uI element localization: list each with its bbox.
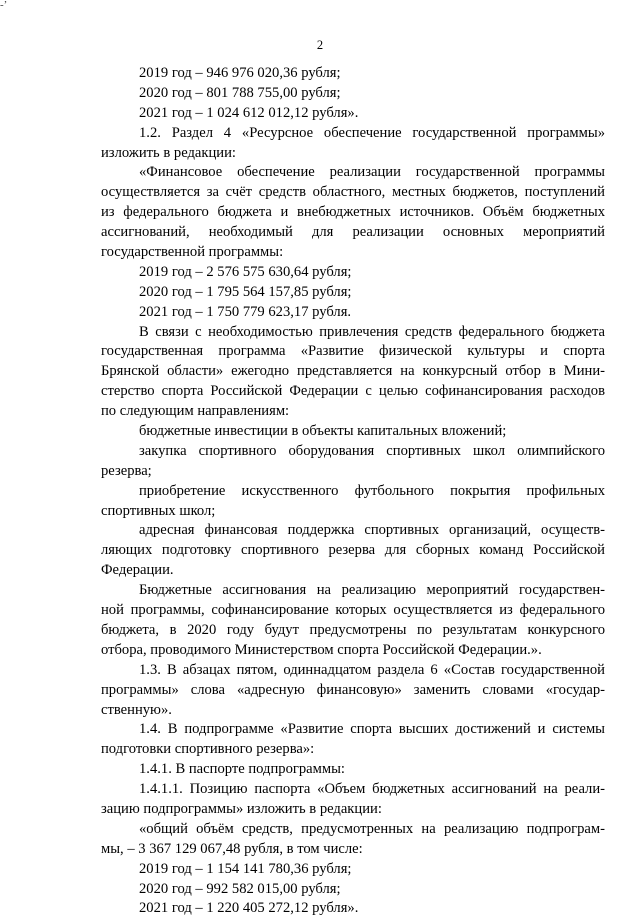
- text-line: адресная финансовая поддержка спортивных организаций, осуществ-: [139, 522, 605, 539]
- text-line: государственная программа «Развитие физической культуры и спорта: [101, 343, 605, 360]
- text-line: 1.3. В абзацах пятом, одиннадцатом раздела 6 «Состав государственной: [139, 661, 605, 678]
- text-line: ственную».: [101, 701, 172, 718]
- text-line: 2019 год – 1 154 141 780,36 рубля;: [139, 860, 352, 877]
- text-line: 1.4. В подпрограмме «Развитие спорта высших достижений и системы: [139, 721, 605, 738]
- text-line: резерва;: [101, 462, 152, 479]
- text-line: из федерального бюджета и внебюджетных источников. Объём бюджетных: [101, 204, 605, 221]
- text-line: зацию подпрограммы» изложить в редакции:: [101, 800, 382, 817]
- text-line: 2021 год – 1 750 779 623,17 рубля.: [139, 303, 352, 320]
- text-line: стерство спорта Российской Федерации с целью софинансирования расходов: [101, 383, 605, 400]
- corner-mark: -’: [0, 0, 8, 11]
- text-line: 1.2. Раздел 4 «Ресурсное обеспечение государственной программы»: [139, 124, 605, 141]
- text-line: Федерации.: [101, 562, 174, 579]
- text-line: осуществляется за счёт средств областного, местных бюджетов, поступлений: [101, 184, 605, 201]
- text-line: закупка спортивного оборудования спортивных школ олимпийского: [139, 442, 605, 459]
- text-line: ной программы, софинансирование которых осуществляется из федерального: [101, 602, 605, 619]
- text-line: «Финансовое обеспечение реализации государственной программы: [139, 164, 605, 181]
- text-line: 2020 год – 801 788 755,00 рубля;: [139, 84, 341, 101]
- text-line: государственной программы:: [101, 244, 284, 261]
- text-line: бюджета, в 2020 году будут предусмотрены по результатам конкурсного: [101, 621, 605, 638]
- text-line: изложить в редакции:: [101, 144, 236, 161]
- text-line: 2021 год – 1 220 405 272,12 рубля».: [139, 900, 359, 917]
- text-line: мы, – 3 367 129 067,48 рубля, в том числе:: [101, 840, 363, 857]
- text-line: по следующим направлениям:: [101, 403, 290, 420]
- text-line: 2021 год – 1 024 612 012,12 рубля».: [139, 104, 359, 121]
- page-number: 2: [316, 38, 324, 52]
- text-line: спортивных школ;: [101, 502, 216, 519]
- text-line: 1.4.1. В паспорте подпрограммы:: [139, 761, 345, 778]
- document-body: [101, 64, 605, 919]
- text-line: «общий объём средств, предусмотренных на реализацию подпрограм-: [139, 820, 605, 837]
- text-line: 2019 год – 946 976 020,36 рубля;: [139, 65, 341, 81]
- text-line: 2019 год – 2 576 575 630,64 рубля;: [139, 263, 352, 280]
- text-line: ляющих подготовку спортивного резерва для сборных команд Российской: [101, 542, 605, 559]
- text-line: отбора, проводимого Министерством спорта Российской Федерации.».: [101, 641, 542, 658]
- text-line: В связи с необходимостью привлечения средств федерального бюджета: [139, 323, 605, 340]
- text-line: 2020 год – 992 582 015,00 рубля;: [139, 880, 341, 897]
- text-line: Бюджетные ассигнования на реализацию мероприятий государствен-: [139, 582, 605, 599]
- text-line: 1.4.1.1. Позицию паспорта «Объем бюджетных ассигнований на реали-: [139, 781, 605, 798]
- text-line: бюджетные инвестиции в объекты капитальных вложений;: [139, 423, 507, 440]
- text-line: Брянской области» ежегодно представляется на конкурсный отбор в Мини-: [101, 363, 605, 380]
- text-line: 2020 год – 1 795 564 157,85 рубля;: [139, 283, 352, 300]
- text-line: приобретение искусственного футбольного покрытия профильных: [139, 482, 605, 499]
- text-line: программы» слова «адресную финансовую» заменить словами «государ-: [101, 681, 605, 698]
- text-line: ассигнований, необходимый для реализации основных мероприятий: [101, 224, 605, 241]
- text-line: подготовки спортивного резерва»:: [101, 741, 315, 758]
